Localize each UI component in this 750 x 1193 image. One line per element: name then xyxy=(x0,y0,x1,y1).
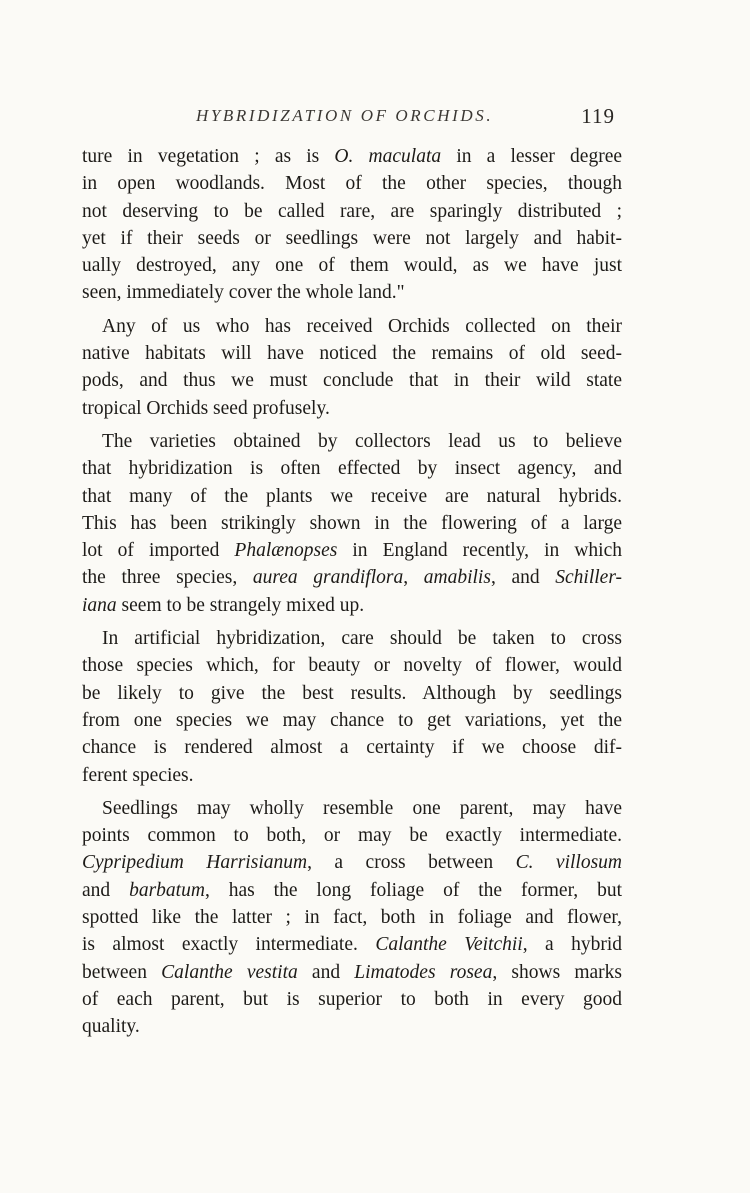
paragraph xyxy=(82,313,622,422)
text-run: chance is rendered almost a certainty if we choose dif- xyxy=(82,737,622,759)
paragraph xyxy=(82,143,622,307)
paragraph xyxy=(82,625,622,789)
text-run: yet if their seeds or seedlings were not largely and habit- xyxy=(82,227,622,249)
running-header xyxy=(190,104,620,134)
italic-term: Limatodes rosea xyxy=(354,961,493,983)
text-run: is almost exactly intermediate. xyxy=(82,934,376,956)
text-run: Seedlings may wholly resemble one parent, may have xyxy=(102,797,622,819)
text-line xyxy=(82,625,622,652)
text-line xyxy=(82,143,622,170)
text-run: , shows marks xyxy=(492,961,623,983)
text-run: and xyxy=(297,961,355,983)
text-run: , xyxy=(403,567,424,589)
italic-term: Calanthe vestita xyxy=(161,961,298,983)
text-run: that hybridization is often effected by insect agency, and xyxy=(82,458,622,480)
text-line xyxy=(82,762,622,789)
text-run: lot of imported xyxy=(82,540,235,562)
body-text xyxy=(82,143,622,1041)
text-line xyxy=(82,279,622,306)
italic-term: Phalænopses xyxy=(234,540,338,562)
text-run: from one species we may chance to get variations, yet the xyxy=(82,709,622,731)
text-run: ture in vegetation ; as is xyxy=(82,146,335,167)
text-line xyxy=(82,428,622,455)
text-run: native habitats will have noticed the remains of old seed- xyxy=(82,343,622,365)
text-line xyxy=(82,510,622,537)
text-run: The varieties obtained by collectors lead us to believe xyxy=(102,430,622,452)
paragraph xyxy=(82,428,622,619)
text-run: be likely to give the best results. Although by seedlings xyxy=(82,682,622,704)
italic-term: Calanthe Veitchii xyxy=(375,934,523,956)
italic-term: aurea grandiflora xyxy=(252,567,404,589)
italic-term: amabilis xyxy=(423,567,491,589)
text-run: spotted like the latter ; in fact, both in foliage and flower, xyxy=(82,907,622,929)
text-line xyxy=(82,455,622,482)
text-line xyxy=(82,931,622,958)
text-run: Any of us who has received Orchids collected on their xyxy=(102,315,622,337)
text-line xyxy=(82,313,622,340)
text-run: points common to both, or may be exactly intermediate. xyxy=(82,825,622,847)
italic-term: C. villosum xyxy=(515,852,622,874)
text-run: seem to be strangely mixed up. xyxy=(116,594,365,616)
text-run: in open woodlands. Most of the other species, though xyxy=(82,173,622,195)
text-line xyxy=(82,340,622,367)
text-line xyxy=(82,795,622,822)
text-run: ually destroyed, any one of them would, as we have just xyxy=(82,255,622,277)
text-line xyxy=(82,564,622,591)
text-run: those species which, for beauty or novelty of flower, would xyxy=(82,655,622,677)
text-line xyxy=(82,849,622,876)
text-line xyxy=(82,680,622,707)
text-run: the three species, xyxy=(82,567,253,589)
text-line xyxy=(82,707,622,734)
text-run: tropical Orchids seed profusely. xyxy=(82,397,330,419)
text-line xyxy=(82,395,622,422)
italic-term: Schiller- xyxy=(555,567,623,589)
text-line xyxy=(82,225,622,252)
text-run: This has been strikingly shown in the flowering of a large xyxy=(82,512,622,534)
text-run: of each parent, but is superior to both in every good xyxy=(82,988,622,1010)
text-run: in England recently, in which xyxy=(337,540,622,562)
text-line xyxy=(82,1013,622,1040)
text-line xyxy=(82,252,622,279)
text-line xyxy=(82,483,622,510)
text-run: not deserving to be called rare, are sparingly distributed ; xyxy=(82,200,622,222)
text-run: in a lesser degree xyxy=(441,146,623,167)
text-line xyxy=(82,734,622,761)
page-number: 119 xyxy=(581,104,615,128)
text-run: , a cross between xyxy=(307,852,516,874)
text-line xyxy=(82,367,622,394)
text-run: and xyxy=(82,879,130,901)
text-run: , and xyxy=(490,567,556,589)
running-title: HYBRIDIZATION OF ORCHIDS. xyxy=(196,106,494,125)
text-line xyxy=(82,592,622,619)
text-run: quality. xyxy=(82,1016,140,1038)
italic-term: iana xyxy=(82,594,117,616)
italic-term: O. maculata xyxy=(334,146,442,167)
text-line xyxy=(82,822,622,849)
text-line xyxy=(82,877,622,904)
text-run: that many of the plants we receive are natural hybrids. xyxy=(82,485,622,507)
text-run: , has the long foliage of the former, but xyxy=(204,879,622,901)
text-line xyxy=(82,959,622,986)
text-run: seen, immediately cover the whole land." xyxy=(82,282,405,304)
text-line xyxy=(82,537,622,564)
text-line xyxy=(82,986,622,1013)
text-run: pods, and thus we must conclude that in their wild state xyxy=(82,370,622,392)
text-run: In artificial hybridization, care should be taken to cross xyxy=(102,628,622,650)
paragraph xyxy=(82,795,622,1041)
italic-term: barbatum xyxy=(129,879,205,901)
text-run: between xyxy=(82,961,162,983)
text-line xyxy=(82,198,622,225)
text-run: , a hybrid xyxy=(522,934,622,956)
text-run: ferent species. xyxy=(82,764,194,786)
italic-term: Cypripedium Harrisianum xyxy=(82,852,308,874)
text-line xyxy=(82,904,622,931)
text-line xyxy=(82,652,622,679)
text-line xyxy=(82,170,622,197)
